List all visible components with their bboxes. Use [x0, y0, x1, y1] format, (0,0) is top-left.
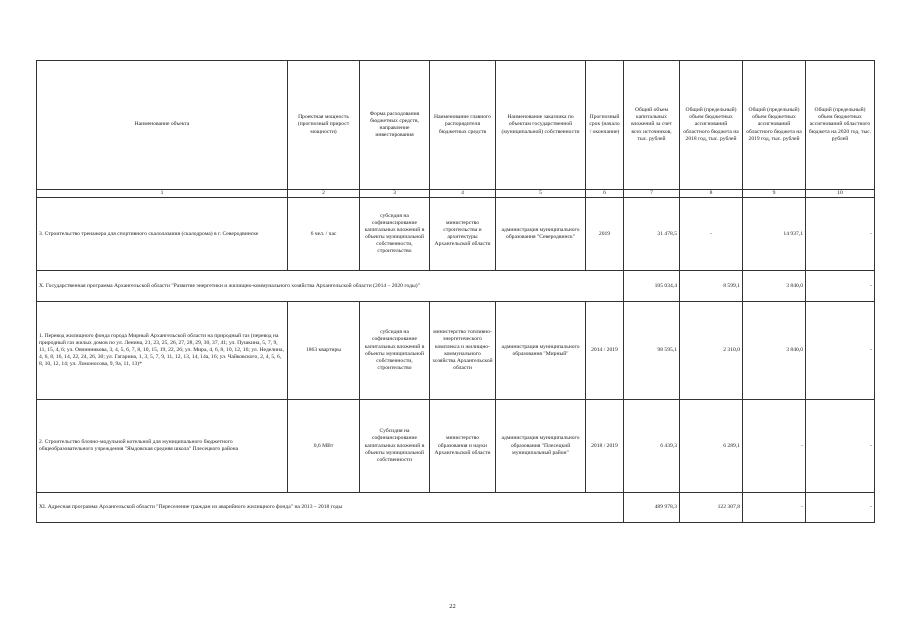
- capacity: 6 чел. / час: [288, 198, 360, 271]
- term: 2019: [586, 198, 624, 271]
- total-investment: 489 978,3: [624, 493, 680, 523]
- capital-investments-table: [36, 60, 875, 523]
- header-capacity: Проектная мощность (прогнозный прирост мощности): [288, 61, 360, 190]
- column-number: 8: [680, 190, 743, 198]
- budget-2020: -: [806, 198, 875, 271]
- table-row: [37, 302, 875, 400]
- spending-form: Субсидия на софинансирование капитальных вложений в объекты муниципальной собственности: [360, 400, 430, 493]
- spending-form: субсидия на софинансирование капитальных вложений в объекты муниципальной собственности, строительство: [360, 302, 430, 400]
- total-investment: 31 478,5: [624, 198, 680, 271]
- header-object-name: Наименование объекта: [37, 61, 288, 190]
- budget-2020: -: [806, 400, 875, 493]
- budget-2018: 6 289,1: [680, 400, 743, 493]
- column-number: 3: [360, 190, 430, 198]
- budget-2018: -: [680, 198, 743, 271]
- budget-2019: 3 840,0: [743, 271, 806, 302]
- object-name: 3. Строительство тренажера для спортивного скалолазания (скалодрома) в г. Северодвинске: [37, 198, 288, 271]
- header-total-investment: Общий объем капитальных вложений за счет всех источников, тыс. рублей: [624, 61, 680, 190]
- capacity: 1863 квартиры: [288, 302, 360, 400]
- column-number: 9: [743, 190, 806, 198]
- header-budget-2018: Общий (предельный) объем бюджетных ассигнований областного бюджета на 2018 год, тыс. рублей: [680, 61, 743, 190]
- budget-2020: -: [806, 271, 875, 302]
- budget-2018: 122 307,8: [680, 493, 743, 523]
- budget-manager: министерство строительства и архитектуры Архангельской области: [430, 198, 496, 271]
- budget-2019: -: [743, 493, 806, 523]
- budget-2018: 8 599,1: [680, 271, 743, 302]
- column-number: 5: [496, 190, 586, 198]
- section-title: XI. Адресная программа Архангельской области "Переселение граждан из аварийного жилищного фонда" на 2013 – 2018 годы: [37, 493, 624, 523]
- section-row: [37, 271, 875, 302]
- table-row: [37, 198, 875, 271]
- term: 2014 / 2019: [586, 302, 624, 400]
- column-number: 6: [586, 190, 624, 198]
- section-title: X. Государственная программа Архангельской области "Развитие энергетики и жилищно-коммунального хозяйства Архангельской области (2014 – 2020 годы)": [37, 271, 624, 302]
- budget-manager: министерство образования и науки Архангельской области: [430, 400, 496, 493]
- section-row: [37, 493, 875, 523]
- spending-form: субсидия на софинансирование капитальных вложений в объекты муниципальной собственности, строительство: [360, 198, 430, 271]
- header-budget-2020: Общий (предельный) объем бюджетных ассигнований областного бюджета на 2020 год, тыс. рублей: [806, 61, 875, 190]
- column-number: 1: [37, 190, 288, 198]
- column-number: 2: [288, 190, 360, 198]
- header-budget-2019: Общий (предельный) объем бюджетных ассигнований областного бюджета на 2019 год, тыс. рублей: [743, 61, 806, 190]
- customer: администрация муниципального образования "Мирный": [496, 302, 586, 400]
- budget-2019: 14 937,1: [743, 198, 806, 271]
- total-investment: 98 595,1: [624, 302, 680, 400]
- term: 2018 / 2019: [586, 400, 624, 493]
- column-number: 10: [806, 190, 875, 198]
- customer: администрация муниципального образования "Плесецкий муниципальный район": [496, 400, 586, 493]
- table-row: [37, 400, 875, 493]
- capacity: 0,6 МВт: [288, 400, 360, 493]
- total-investment: 105 034,4: [624, 271, 680, 302]
- header-term: Прогнозный срок (начало / окончание): [586, 61, 624, 190]
- object-name: 1. Перевод жилищного фонда города Мирный Архангельской области на природный газ (перевод на природный газ жилых домов по ул. Ленина, 21, 23, 25, 26, 27, 28, 29, 30, 37, 41; ул. Пушкина, 5, 7, 9, 11, 15, 4, 6; ул. Овчинникова, 3, 4, 5, 6, 7, 8, 10, 15, 19, 22, 26; ул. Мира, 4, 6, 8, 10, 12, 16; ул. Неделина, 4, 6, 8, 16, 14, 22, 24, 26, 30; ул. Гагарина, 1, 3, 5, 7, 9, 11, 12, 13, 14, 14а, 16; ул. Чайковского, 2, 4, 5, 6, 8, 10, 12, 14; ул. Ломоносова, 9, 9а, 11, 13)*: [37, 302, 288, 400]
- budget-2019: 3 840,0: [743, 302, 806, 400]
- header-customer: Наименование заказчика по объектам государственной (муниципальной) собственности: [496, 61, 586, 190]
- header-spending-form: Форма расходования бюджетных средств, направление инвестирования: [360, 61, 430, 190]
- table-header-row: [37, 61, 875, 190]
- column-number: 7: [624, 190, 680, 198]
- object-name: 2. Строительство блочно-модульной котельной для муниципального бюджетного общеобразовательного учреждения "Ямдовская средняя школа" Плесецкого района: [37, 400, 288, 493]
- budget-2019: -: [743, 400, 806, 493]
- budget-2018: 2 310,0: [680, 302, 743, 400]
- budget-2020: -: [806, 302, 875, 400]
- total-investment: 6 439,3: [624, 400, 680, 493]
- header-budget-manager: Наименование главного распорядителя бюджетных средств: [430, 61, 496, 190]
- column-number: 4: [430, 190, 496, 198]
- page-number: 22: [449, 603, 456, 610]
- column-number-row: [37, 190, 875, 198]
- budget-2020: -: [806, 493, 875, 523]
- customer: администрация муниципального образования "Северодвинск": [496, 198, 586, 271]
- budget-manager: министерство топливно-энергетического комплекса и жилищно-коммунального хозяйства Архангельской области: [430, 302, 496, 400]
